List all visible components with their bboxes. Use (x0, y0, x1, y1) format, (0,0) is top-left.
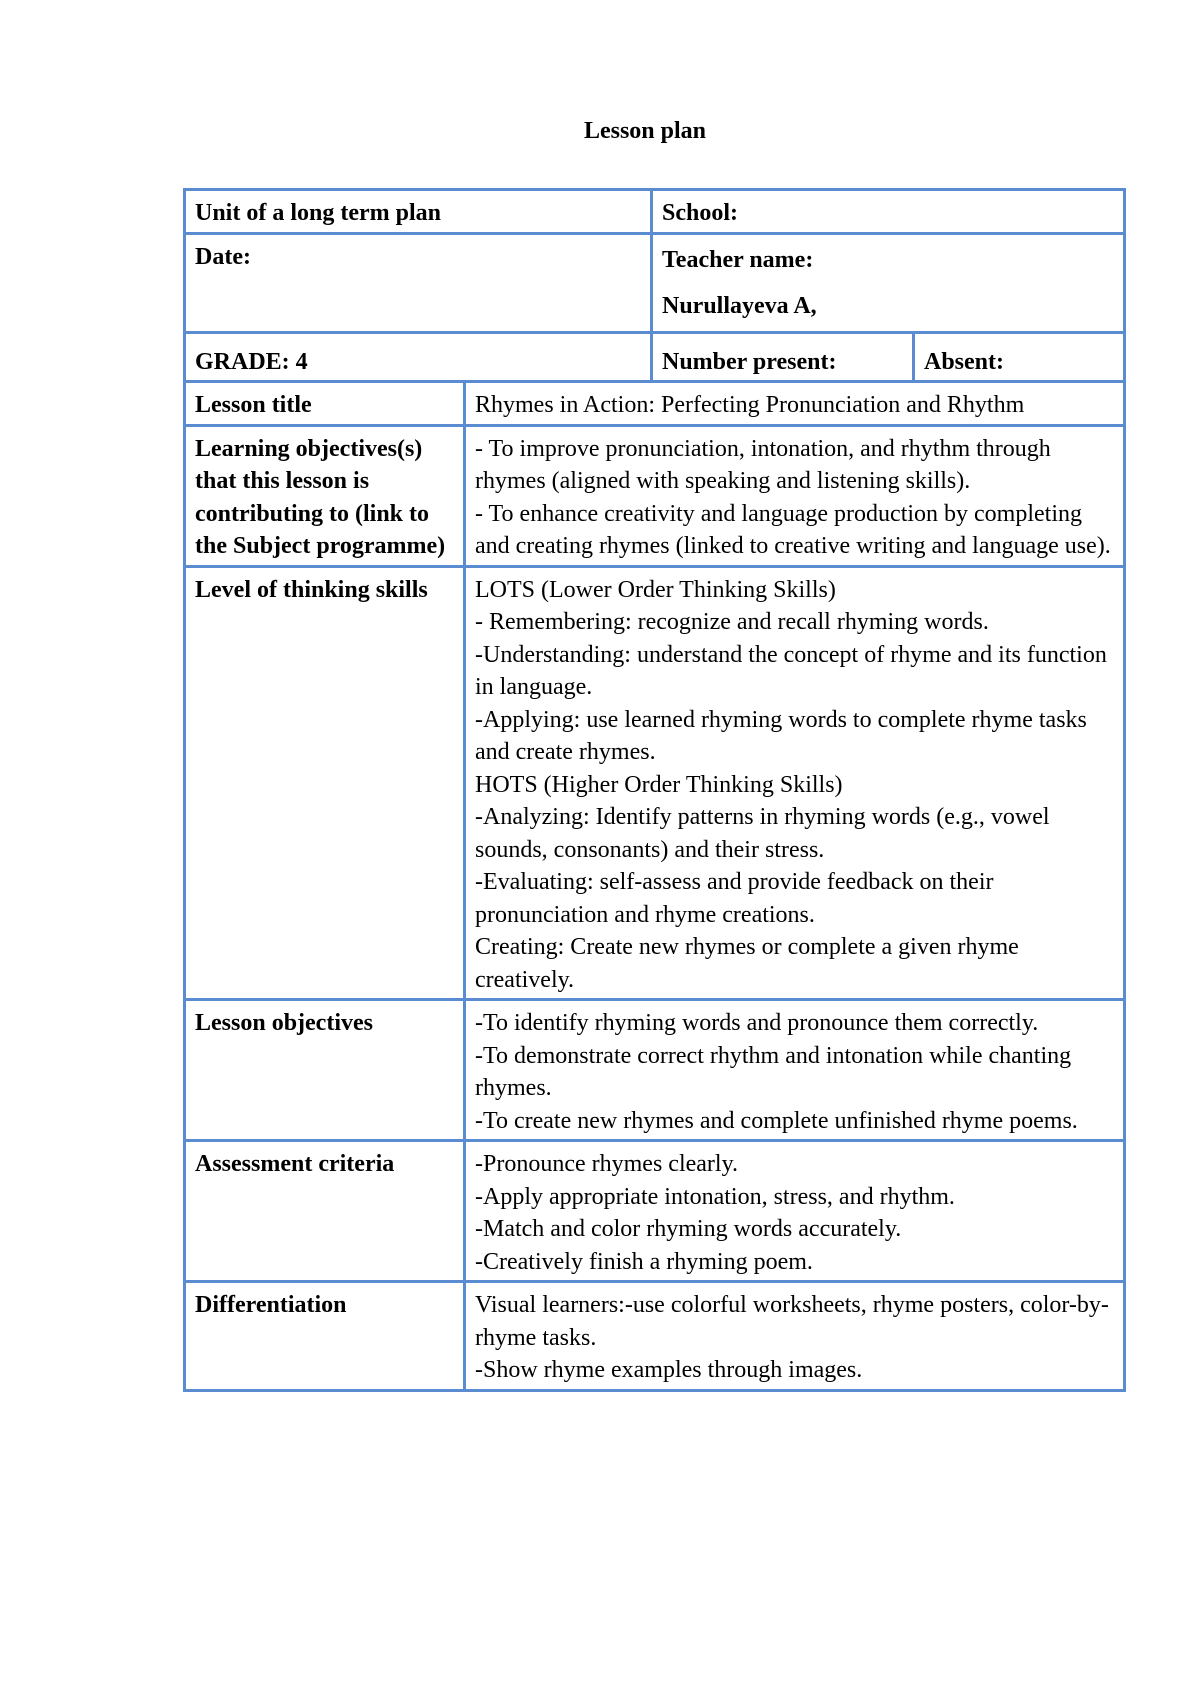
content-line: -Analyzing: Identify patterns in rhyming words (e.g., vowel sounds, consonants) and their stress. (475, 804, 1050, 863)
document-title: Lesson plan (583, 118, 707, 144)
content-line: -Evaluating: self-assess and provide feedback on their pronunciation and rhyme creations. (475, 869, 994, 928)
teacher-cell (652, 233, 1125, 332)
content-line: Creating: Create new rhymes or complete a given rhyme creatively. (475, 934, 1019, 993)
grade-row (185, 332, 1125, 382)
number-present-label: Number present: (652, 332, 914, 382)
date-label: Date: (185, 233, 652, 332)
grade-label: GRADE: 4 (185, 332, 652, 382)
content-line: - To improve pronunciation, intonation, and rhythm through rhymes (aligned with speaking and listening skills). (475, 435, 1051, 494)
lesson-objectives-value (465, 1000, 1125, 1141)
lesson-objectives-row (185, 1000, 1125, 1141)
unit-label: Unit of a long term plan (185, 190, 652, 234)
teacher-label: Teacher name: (662, 246, 814, 273)
content-line: -To create new rhymes and complete unfinished rhyme poems. (475, 1107, 1078, 1134)
assessment-criteria-label: Assessment criteria (185, 1141, 465, 1282)
content-line: -Understanding: understand the concept of rhyme and its function in language. (475, 641, 1107, 700)
school-label: School: (652, 190, 1125, 234)
content-line: Visual learners:-use colorful worksheets, rhyme posters, color-by-rhyme tasks. (475, 1292, 1109, 1351)
content-line: -Creatively finish a rhyming poem. (475, 1248, 813, 1275)
differentiation-row (185, 1282, 1125, 1391)
differentiation-value (465, 1282, 1125, 1391)
content-line: - To enhance creativity and language production by completing and creating rhymes (linked to creative writing and language use). (475, 500, 1111, 559)
content-line: -To identify rhyming words and pronounce them correctly. (475, 1010, 1039, 1036)
assessment-criteria-row (185, 1141, 1125, 1282)
unit-school-row (185, 190, 1125, 234)
lesson-objectives-label: Lesson objectives (185, 1000, 465, 1141)
content-line: -Match and color rhyming words accurately. (475, 1216, 902, 1242)
content-line: - Remembering: recognize and recall rhyming words. (475, 609, 989, 635)
content-line: -Show rhyme examples through images. (475, 1357, 863, 1383)
differentiation-label: Differentiation (185, 1282, 465, 1391)
learning-objectives-row (185, 425, 1125, 566)
thinking-skills-label: Level of thinking skills (185, 566, 465, 1000)
lesson-title-value (465, 382, 1125, 426)
content-line: -To demonstrate correct rhythm and intonation while chanting rhymes. (475, 1042, 1072, 1101)
thinking-skills-value (465, 566, 1125, 1000)
content-line: HOTS (Higher Order Thinking Skills) (475, 771, 843, 798)
learning-objectives-value (465, 425, 1125, 566)
lesson-title-row (185, 382, 1125, 426)
content-line: -Pronounce rhymes clearly. (475, 1151, 739, 1177)
date-teacher-row (185, 233, 1125, 332)
assessment-criteria-value (465, 1141, 1125, 1282)
absent-label: Absent: (914, 332, 1125, 382)
content-line: LOTS (Lower Order Thinking Skills) (475, 576, 836, 603)
lesson-plan-table (183, 188, 1126, 1392)
content-line: -Apply appropriate intonation, stress, and rhythm. (475, 1183, 955, 1210)
content-line: -Applying: use learned rhyming words to complete rhyme tasks and create rhymes. (475, 706, 1087, 765)
content-line: Rhymes in Action: Perfecting Pronunciation and Rhythm (475, 392, 1025, 418)
thinking-skills-row (185, 566, 1125, 1000)
lesson-title-label: Lesson title (185, 382, 465, 426)
teacher-name: Nurullayeva A, (662, 292, 817, 319)
learning-objectives-label: Learning objectives(s) that this lesson is contributing to (link to the Subject programme) (185, 425, 465, 566)
